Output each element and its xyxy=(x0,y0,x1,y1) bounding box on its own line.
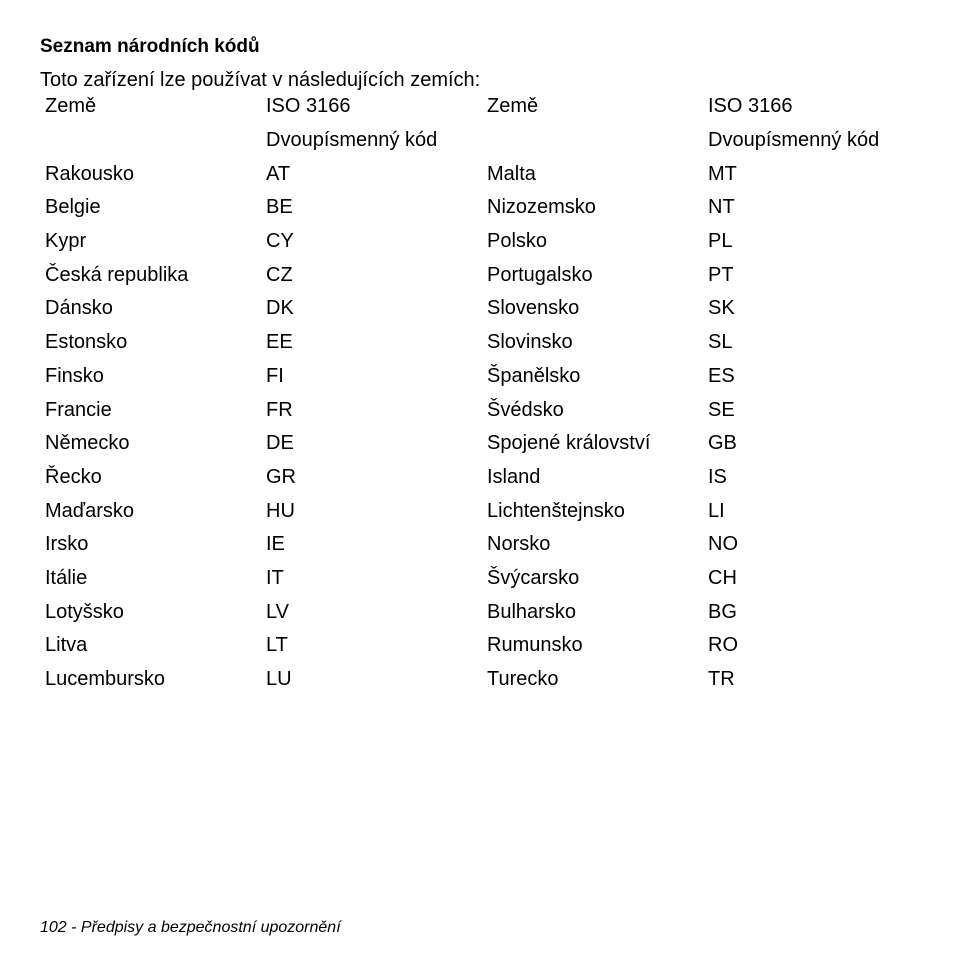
cell-code-left: IE xyxy=(266,533,285,556)
table-row xyxy=(40,461,924,495)
cell-code-left: DK xyxy=(266,297,294,320)
cell-country-right: Rumunsko xyxy=(487,634,583,657)
cell-country-left: Lotyšsko xyxy=(45,600,124,623)
cell-code-left: EE xyxy=(266,331,293,354)
cell-country-right: Nizozemsko xyxy=(487,196,596,219)
cell-code-right: MT xyxy=(708,162,737,185)
table-row xyxy=(40,326,924,360)
cell-country-right: Norsko xyxy=(487,533,551,556)
table-row xyxy=(40,494,924,528)
cell-code-right: ES xyxy=(708,364,735,387)
cell-country-right: Švýcarsko xyxy=(487,566,580,589)
cell-code-left: FI xyxy=(266,364,284,387)
table-row xyxy=(40,360,924,394)
cell-country-right: Lichtenštejnsko xyxy=(487,499,625,522)
cell-code-right: IS xyxy=(708,465,727,488)
cell-code-left: AT xyxy=(266,162,291,185)
cell-code-left: GR xyxy=(266,465,296,488)
cell-code-left: FR xyxy=(266,398,293,421)
table-row xyxy=(40,191,924,225)
cell-country-right: Španělsko xyxy=(487,364,581,387)
table-row xyxy=(40,258,924,292)
cell-code-right: SE xyxy=(708,398,735,421)
table-row xyxy=(40,427,924,461)
cell-country-right: Polsko xyxy=(487,230,548,253)
cell-country-left: Litva xyxy=(45,634,88,657)
page-heading: Seznam národních kódů xyxy=(40,36,260,57)
header-sub-code-right: Dvoupísmenný kód xyxy=(708,129,880,152)
table-row xyxy=(40,393,924,427)
header-iso-left: ISO 3166 xyxy=(266,95,351,118)
cell-code-left: LV xyxy=(266,600,289,623)
cell-country-left: Rakousko xyxy=(45,162,134,185)
cell-country-left: Kypr xyxy=(45,230,87,253)
cell-code-right: BG xyxy=(708,600,737,623)
cell-code-left: CZ xyxy=(266,263,293,286)
cell-country-right: Portugalsko xyxy=(487,263,593,286)
cell-code-right: CH xyxy=(708,566,737,589)
cell-code-right: LI xyxy=(708,499,725,522)
cell-code-right: SL xyxy=(708,331,733,354)
table-body xyxy=(40,157,924,696)
header-row xyxy=(40,90,924,124)
cell-code-right: RO xyxy=(708,634,738,657)
table-row xyxy=(40,562,924,596)
table-row xyxy=(40,292,924,326)
cell-code-right: PT xyxy=(708,263,734,286)
header-sub-code-left: Dvoupísmenný kód xyxy=(266,129,438,152)
cell-country-left: Francie xyxy=(45,398,112,421)
table-row xyxy=(40,663,924,697)
cell-code-left: DE xyxy=(266,432,294,455)
cell-country-left: Řecko xyxy=(45,465,102,488)
header-sub-country-left xyxy=(40,124,261,158)
cell-country-right: Slovinsko xyxy=(487,331,573,354)
table-row xyxy=(40,629,924,663)
cell-country-left: Belgie xyxy=(45,196,101,219)
cell-code-right: PL xyxy=(708,230,733,253)
cell-country-left: Irsko xyxy=(45,533,89,556)
header-row-sub xyxy=(40,124,924,158)
cell-country-right: Malta xyxy=(487,162,536,185)
cell-country-left: Lucembursko xyxy=(45,668,166,691)
cell-country-right: Švédsko xyxy=(487,398,564,421)
cell-code-right: TR xyxy=(708,668,735,691)
cell-country-left: Finsko xyxy=(45,364,104,387)
intro-text: Toto zařízení lze používat v následujících zemích: xyxy=(40,69,481,91)
table-row xyxy=(40,157,924,191)
table-row xyxy=(40,225,924,259)
cell-code-left: CY xyxy=(266,230,294,253)
table-row xyxy=(40,595,924,629)
header-sub-country-right xyxy=(482,124,703,158)
cell-code-left: IT xyxy=(266,566,284,589)
cell-country-left: Německo xyxy=(45,432,130,455)
cell-country-right: Slovensko xyxy=(487,297,580,320)
cell-code-right: SK xyxy=(708,297,735,320)
cell-country-right: Bulharsko xyxy=(487,600,576,623)
table-header xyxy=(40,90,924,157)
page-footer: 102 - Předpisy a bezpečnostní upozornění xyxy=(40,919,341,936)
cell-code-right: NT xyxy=(708,196,735,219)
country-code-table xyxy=(40,90,924,696)
cell-code-right: GB xyxy=(708,432,737,455)
cell-country-right: Island xyxy=(487,465,541,488)
header-iso-right: ISO 3166 xyxy=(708,95,793,118)
header-country-right: Země xyxy=(487,95,539,118)
cell-country-left: Maďarsko xyxy=(45,499,134,522)
cell-code-left: BE xyxy=(266,196,293,219)
cell-country-left: Česká republika xyxy=(45,263,189,286)
cell-country-right: Spojené království xyxy=(487,432,651,455)
cell-code-left: LT xyxy=(266,634,288,657)
table-row xyxy=(40,528,924,562)
cell-country-left: Estonsko xyxy=(45,331,128,354)
cell-code-left: LU xyxy=(266,668,292,691)
cell-country-left: Itálie xyxy=(45,566,88,589)
cell-country-left: Dánsko xyxy=(45,297,113,320)
header-country-left: Země xyxy=(45,95,97,118)
cell-country-right: Turecko xyxy=(487,668,559,691)
cell-code-left: HU xyxy=(266,499,295,522)
cell-code-right: NO xyxy=(708,533,738,556)
